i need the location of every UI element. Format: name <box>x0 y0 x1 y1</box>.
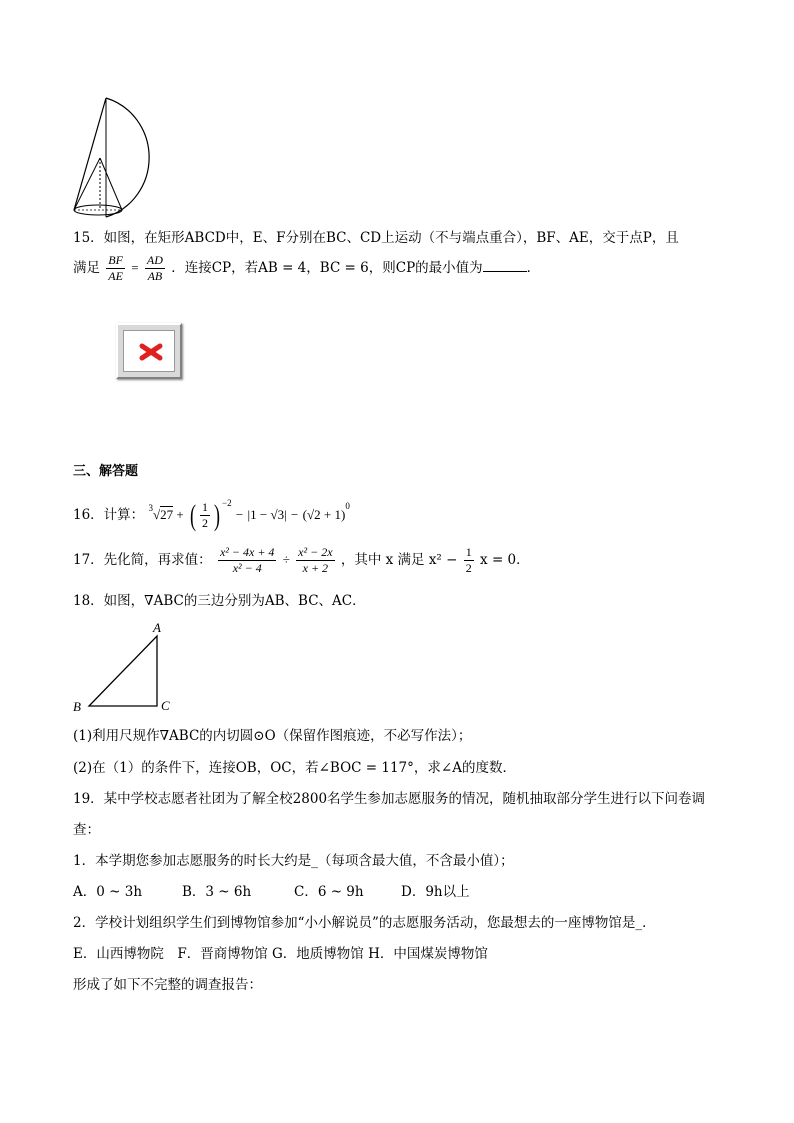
q15-fraction-2: $\frac{AD}{AB}$ <box>146 253 163 283</box>
cone-unfold-figure <box>68 92 168 222</box>
q16: 16．计算： $^3$√27 + ( $\frac{1}{2}$ ) $^{-2} - |1 - √3| - (√2 + 1)^0$ <box>73 497 350 532</box>
q19-option-a: A．0 ~ 3h <box>73 884 143 900</box>
q19-stem-line1: 19．某中学校志愿者社团为了解全校2800名学生参加志愿服务的情况，随机抽取部分学生进行以下问卷调 <box>73 791 706 807</box>
q17-fraction-1: $\frac{\text{x² − 4x + 4}}{\text{x² − 4}}$ <box>219 545 275 575</box>
q18-part2: (2)在（1）的条件下，连接OB，OC，若∠BOC = 117°，求∠A的度数． <box>73 760 516 776</box>
q18-part1: (1)利用尺规作∇ABC的内切圆⊙O（保留作图痕迹，不必写作法）； <box>73 728 472 744</box>
q15-suffix: ．连接CP，若AB = 4，BC = 6，则CP的最小值为 <box>171 260 483 276</box>
vertex-label-a: A <box>153 620 161 635</box>
q19-survey-q2: 2．学校计划组织学生们到博物馆参加“小小解说员”的志愿服务活动，您最想去的一座博物馆是_． <box>73 915 656 931</box>
half-fraction: $\frac{1}{2}$ <box>202 500 209 530</box>
plus-sign: + <box>176 507 184 522</box>
q19-survey-q1: 1．本学期您参加志愿服务的时长大约是_（每项含最大值，不含最小值）； <box>73 853 514 869</box>
q15-prefix: 满足 <box>73 260 100 276</box>
q18-stem: 18．如图，∇ABC的三边分别为AB、BC、AC． <box>73 593 366 609</box>
paren-term: $(√2 + 1)^0$ <box>302 500 350 522</box>
q19-option-c: C．6 ~ 9h <box>294 884 364 900</box>
q17-fraction-2: $\frac{\text{x² − 2x}}{x + 2}$ <box>298 545 333 575</box>
q16-label: 16．计算： <box>73 507 145 523</box>
q19-museum-options: E．山西博物院 F．晋商博物馆 G．地质博物馆 H．中国煤炭博物馆 <box>73 946 488 962</box>
q19-stem-line2: 查： <box>73 822 100 838</box>
abs-value: |1 − √3| <box>247 507 287 522</box>
broken-image-icon <box>116 323 182 379</box>
q17-condition: ，其中 x 满足 x² − <box>340 552 458 568</box>
q17-label: 17．先化简，再求值： <box>73 552 212 568</box>
q17: 17．先化简，再求值： $\frac{\text{x² − 4x + 4}}{\text{x² − 4}}$ ÷ $\frac{\text{x² − 2x}}{x + 2}$ ，其中 x 满足 x² − $\frac{1}{2}$ x = 0． <box>73 545 530 575</box>
vertex-label-b: B <box>73 699 81 714</box>
q17-coef: $\frac{1}{2}$ <box>465 545 472 575</box>
q19-option-b: B．3 ~ 6h <box>182 884 252 900</box>
q19-option-d: D．9h以上 <box>401 884 470 900</box>
vertex-label-c: C <box>161 698 170 713</box>
q15-line1: 15．如图，在矩形ABCD中，E、F分别在BC、CD上运动（不与端点重合），BF、AE，交于点P，且 <box>73 230 679 246</box>
q15-fraction-1: $\frac{BF}{AE}$ <box>108 253 123 283</box>
q15-line2 <box>73 253 540 284</box>
section-title: 三、解答题 <box>73 464 139 479</box>
q19-report-intro: 形成了如下不完整的调查报告： <box>73 977 262 993</box>
answer-blank <box>483 259 527 272</box>
q15-end: ． <box>526 260 541 276</box>
cube-root: $^3$√27 <box>148 502 174 522</box>
q15-equals: = <box>131 260 139 275</box>
